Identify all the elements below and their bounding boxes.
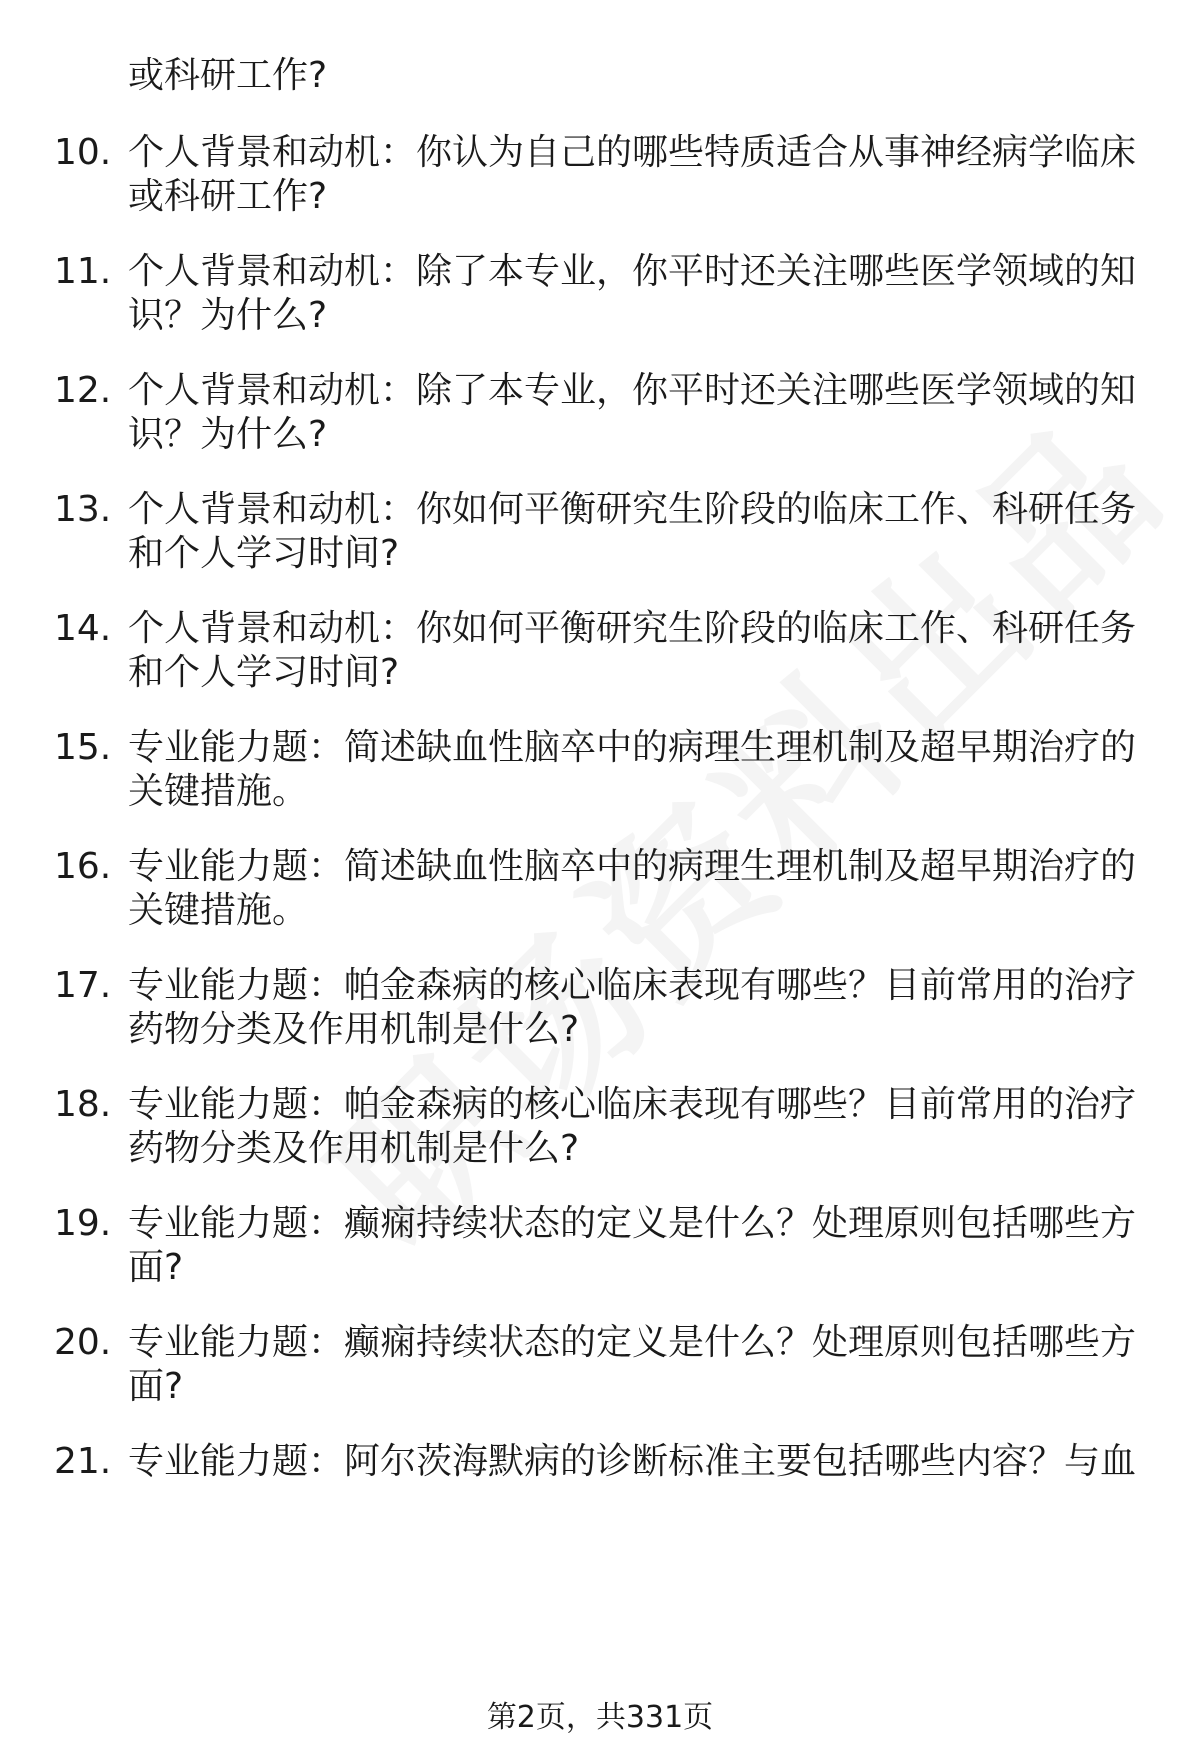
question-text-line1: 专业能力题：癫痫持续状态的定义是什么？处理原则包括哪些方 <box>128 1203 1137 1244</box>
question-text-line2: 和个人学习时间? <box>128 652 400 693</box>
question-number: 21. <box>54 1441 112 1482</box>
question-number: 11. <box>54 251 112 292</box>
question-number: 12. <box>54 370 112 411</box>
question-number: 19. <box>54 1203 112 1244</box>
question-text-line1: 个人背景和动机：你如何平衡研究生阶段的临床工作、科研任务 <box>128 489 1137 530</box>
question-text-line2: 识？为什么? <box>128 414 328 455</box>
question-number: 16. <box>54 846 112 887</box>
question-number: 13. <box>54 489 112 530</box>
question-text-line1: 个人背景和动机：你认为自己的哪些特质适合从事神经病学临床 <box>128 132 1137 173</box>
question-text-line1: 个人背景和动机：除了本专业，你平时还关注哪些医学领域的知 <box>128 251 1137 292</box>
question-text-line1: 专业能力题：阿尔茨海默病的诊断标准主要包括哪些内容？与血 <box>128 1441 1137 1482</box>
question-text-line2: 关键措施。 <box>128 771 309 812</box>
question-number: 10. <box>54 132 112 173</box>
question-number: 14. <box>54 608 112 649</box>
question-text-line1: 个人背景和动机：你如何平衡研究生阶段的临床工作、科研任务 <box>128 608 1137 649</box>
question-number: 18. <box>54 1084 112 1125</box>
question-text-line1: 专业能力题：简述缺血性脑卒中的病理生理机制及超早期治疗的 <box>128 846 1137 887</box>
question-text-line2: 和个人学习时间? <box>128 533 400 574</box>
question-text-line2: 识？为什么? <box>128 295 328 336</box>
question-text-line2: 药物分类及作用机制是什么? <box>128 1009 580 1050</box>
question-text-line2: 面? <box>128 1366 184 1407</box>
question-text-line2: 或科研工作? <box>128 176 328 217</box>
question-text-line1: 专业能力题：帕金森病的核心临床表现有哪些？目前常用的治疗 <box>128 965 1137 1006</box>
question-text-line2: 关键措施。 <box>128 890 309 931</box>
continuation-text: 或科研工作? <box>128 55 328 96</box>
question-number: 17. <box>54 965 112 1006</box>
question-text-line1: 专业能力题：癫痫持续状态的定义是什么？处理原则包括哪些方 <box>128 1322 1137 1363</box>
page-footer: 第2页，共331页 <box>486 1700 714 1735</box>
question-number: 20. <box>54 1322 112 1363</box>
question-text-line1: 个人背景和动机：除了本专业，你平时还关注哪些医学领域的知 <box>128 370 1137 411</box>
question-text-line1: 专业能力题：简述缺血性脑卒中的病理生理机制及超早期治疗的 <box>128 727 1137 768</box>
question-text-line1: 专业能力题：帕金森病的核心临床表现有哪些？目前常用的治疗 <box>128 1084 1137 1125</box>
question-text-line2: 药物分类及作用机制是什么? <box>128 1128 580 1169</box>
question-number: 15. <box>54 727 112 768</box>
question-text-line2: 面? <box>128 1247 184 1288</box>
